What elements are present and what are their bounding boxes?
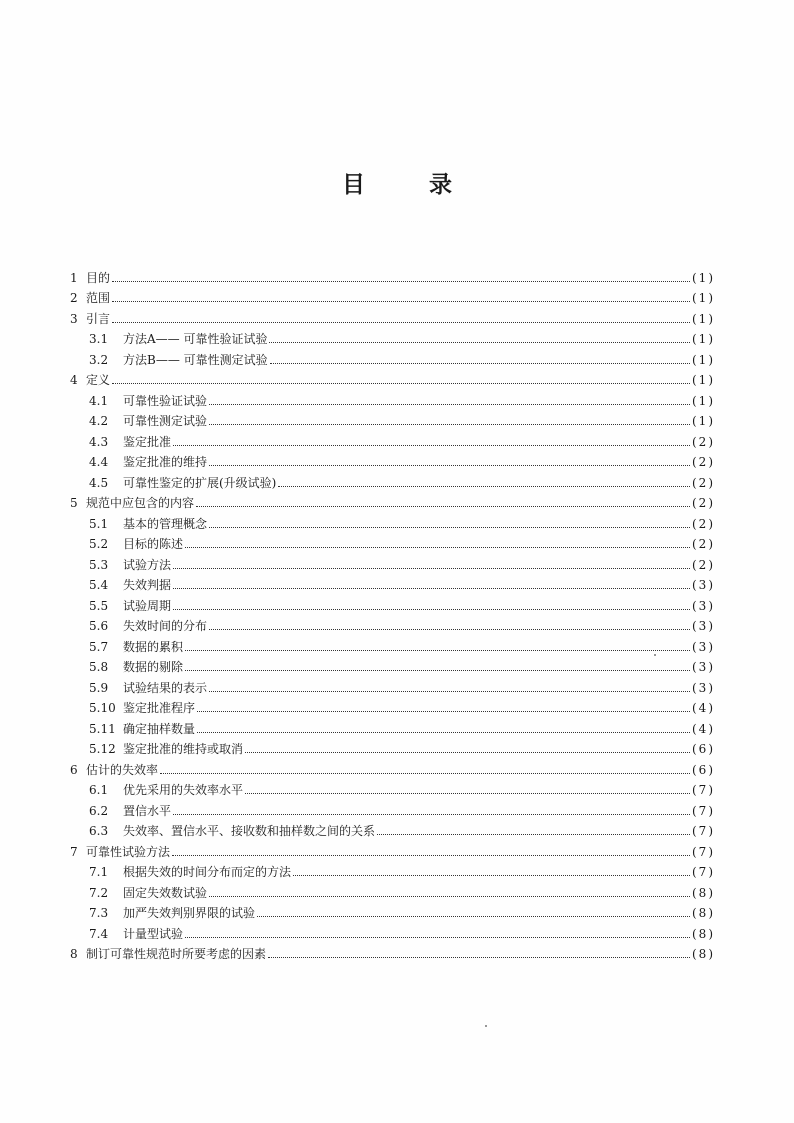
toc-entry-title: 置信水平 [123,803,172,818]
toc-entry-title: 失效判据 [123,578,172,592]
dot-leader [173,599,690,610]
toc-entry[interactable] [70,326,715,347]
toc-entry-number: 4.1 [89,393,109,408]
toc-entry[interactable] [70,346,715,367]
dot-leader [196,496,690,507]
toc-entry-page: (2) [692,475,715,490]
toc-entry-page: (2) [692,434,715,449]
dot-leader [209,455,690,466]
toc-entry-page: (7) [692,865,715,879]
toc-entry[interactable] [70,613,715,634]
toc-entry[interactable] [70,531,715,552]
toc-entry[interactable] [70,654,715,675]
dot-leader [269,332,690,343]
toc-entry-title: 基本的管理概念 [123,516,208,531]
toc-entry-page: (1) [692,311,715,326]
dot-leader [160,763,690,774]
toc-entry-number: 7.1 [89,865,109,879]
toc-entry-title: 方法B—— 可靠性测定试验 [123,352,268,367]
dot-leader [245,742,690,753]
toc-entry[interactable] [70,859,715,880]
toc-entry-page: (7) [692,783,715,797]
dot-leader [245,783,690,794]
toc-entry-number: 1 [70,270,78,285]
toc-entry-title: 范围 [86,291,111,305]
toc-entry-title: 失效时间的分布 [123,619,208,633]
toc-entry-title: 固定失效数试验 [123,885,208,900]
toc-entry[interactable] [70,695,715,716]
toc-entry[interactable] [70,756,715,777]
toc-entry[interactable] [70,818,715,839]
toc-entry[interactable] [70,674,715,695]
toc-entry-title: 计量型试验 [123,926,184,941]
toc-entry-page: (8) [692,947,715,961]
toc-entry-title: 目标的陈述 [123,537,184,551]
toc-entry[interactable] [70,879,715,900]
toc-entry-title: 鉴定批准 [123,434,172,449]
toc-entry-page: (2) [692,537,715,551]
toc-entry-number: 4.4 [89,455,109,469]
toc-entry-number: 2 [70,291,78,305]
toc-entry-page: (3) [692,680,715,695]
toc-entry-number: 3.1 [89,332,109,346]
page-title [0,166,794,199]
toc-entry[interactable] [70,941,715,962]
toc-entry[interactable] [70,305,715,326]
toc-entry-number: 4.2 [89,414,109,428]
toc-entry[interactable] [70,633,715,654]
dot-leader [270,353,690,364]
toc-entry-page: (1) [692,352,715,367]
toc-entry[interactable] [70,572,715,593]
toc-entry[interactable] [70,715,715,736]
toc-entry-number: 5.10 [89,701,116,715]
toc-entry-page: (3) [692,578,715,592]
toc-entry[interactable] [70,264,715,285]
table-of-contents [70,264,715,961]
dot-leader [197,701,690,712]
toc-entry-title: 数据的剔除 [123,660,184,674]
toc-entry[interactable] [70,387,715,408]
scan-speck [654,654,656,656]
toc-entry-number: 7.4 [89,926,109,941]
toc-entry[interactable] [70,592,715,613]
toc-entry[interactable] [70,428,715,449]
toc-entry-number: 7.3 [89,906,109,920]
toc-entry[interactable] [70,920,715,941]
dot-leader [209,394,690,405]
toc-entry-number: 6 [70,762,78,777]
toc-entry-page: (2) [692,557,715,572]
toc-entry[interactable] [70,469,715,490]
toc-entry-page: (7) [692,844,715,859]
toc-entry-title: 确定抽样数量 [123,721,196,736]
dot-leader [112,271,690,282]
toc-entry-number: 5.8 [89,660,109,674]
toc-entry-page: (7) [692,803,715,818]
toc-entry-title: 可靠性鉴定的扩展(升级试验) [123,475,277,490]
toc-entry-title: 鉴定批准的维持或取消 [123,742,244,756]
toc-entry-title: 目的 [86,270,111,285]
dot-leader [278,476,690,487]
toc-entry-title: 加严失效判别界限的试验 [123,906,256,920]
dot-leader [377,824,690,835]
toc-entry-number: 6.1 [89,783,109,797]
toc-entry-number: 5.3 [89,557,109,572]
toc-entry-number: 3 [70,311,78,326]
toc-entry-number: 5.7 [89,639,109,654]
dot-leader [268,947,690,958]
dot-leader [112,291,690,302]
toc-entry-page: (3) [692,639,715,654]
toc-entry-title: 鉴定批准程序 [123,701,196,715]
toc-entry-title: 试验结果的表示 [123,680,208,695]
toc-entry-page: (8) [692,885,715,900]
toc-entry[interactable] [70,736,715,757]
toc-entry[interactable] [70,551,715,572]
dot-leader [257,906,690,917]
toc-entry-page: (3) [692,598,715,613]
title-char-2: 录 [429,172,452,198]
dot-leader [172,845,690,856]
toc-entry-title: 优先采用的失效率水平 [123,783,244,797]
toc-entry-page: (2) [692,496,715,510]
toc-entry[interactable] [70,490,715,511]
toc-entry-number: 4 [70,373,78,387]
toc-entry[interactable] [70,449,715,470]
toc-entry-number: 5.1 [89,516,109,531]
toc-entry-page: (7) [692,824,715,838]
toc-entry-page: (3) [692,619,715,633]
toc-entry-number: 7.2 [89,885,109,900]
toc-entry[interactable] [70,408,715,429]
toc-entry[interactable] [70,797,715,818]
dot-leader [293,865,690,876]
dot-leader [197,722,690,733]
toc-entry-title: 可靠性验证试验 [123,393,208,408]
dot-leader [185,927,690,938]
toc-entry-number: 5.6 [89,619,109,633]
dot-leader [209,517,690,528]
toc-entry-page: (1) [692,414,715,428]
toc-entry-number: 5.4 [89,578,109,592]
toc-entry-title: 方法A—— 可靠性验证试验 [123,332,268,346]
dot-leader [185,640,690,651]
dot-leader [173,578,690,589]
toc-entry[interactable] [70,900,715,921]
dot-leader [185,660,690,671]
toc-entry-number: 6.2 [89,803,109,818]
dot-leader [209,886,690,897]
toc-entry-title: 制订可靠性规范时所要考虑的因素 [86,947,267,961]
toc-entry[interactable] [70,367,715,388]
dot-leader [173,804,690,815]
toc-entry-number: 5.11 [89,721,116,736]
toc-entry[interactable] [70,777,715,798]
toc-entry-number: 5.5 [89,598,109,613]
toc-entry-page: (6) [692,742,715,756]
toc-entry-number: 4.5 [89,475,109,490]
dot-leader [112,312,690,323]
toc-entry-page: (6) [692,762,715,777]
toc-entry-title: 定义 [86,373,111,387]
toc-entry-page: (1) [692,270,715,285]
toc-entry-page: (2) [692,516,715,531]
toc-entry-title: 根据失效的时间分布而定的方法 [123,865,292,879]
toc-entry-title: 规范中应包含的内容 [86,496,195,510]
toc-entry-title: 可靠性试验方法 [86,844,171,859]
toc-entry-page: (1) [692,393,715,408]
toc-entry-page: (4) [692,701,715,715]
toc-entry-page: (8) [692,906,715,920]
toc-entry-number: 5 [70,496,78,510]
toc-entry-page: (8) [692,926,715,941]
toc-entry-page: (2) [692,455,715,469]
toc-entry-title: 试验周期 [123,598,172,613]
toc-entry-title: 可靠性测定试验 [123,414,208,428]
toc-entry-page: (1) [692,373,715,387]
toc-entry-number: 7 [70,844,78,859]
dot-leader [209,414,690,425]
toc-entry-title: 估计的失效率 [86,762,159,777]
toc-entry-title: 试验方法 [123,557,172,572]
toc-entry-number: 3.2 [89,352,109,367]
toc-entry-number: 5.2 [89,537,109,551]
toc-entry-number: 6.3 [89,824,109,838]
toc-entry[interactable] [70,285,715,306]
toc-entry-number: 8 [70,947,78,961]
dot-leader [173,435,690,446]
dot-leader [209,619,690,630]
toc-entry-number: 5.12 [89,742,116,756]
dot-leader [173,558,690,569]
toc-entry-title: 引言 [86,311,111,326]
toc-entry-title: 数据的累积 [123,639,184,654]
toc-entry-page: (3) [692,660,715,674]
toc-entry-title: 失效率、置信水平、接收数和抽样数之间的关系 [123,824,376,838]
scan-speck [485,1025,487,1027]
toc-entry[interactable] [70,838,715,859]
toc-entry-page: (1) [692,332,715,346]
toc-entry-number: 4.3 [89,434,109,449]
toc-entry-page: (1) [692,291,715,305]
toc-entry-page: (4) [692,721,715,736]
dot-leader [185,537,690,548]
toc-entry-number: 5.9 [89,680,109,695]
dot-leader [112,373,690,384]
toc-entry[interactable] [70,510,715,531]
dot-leader [209,681,690,692]
title-char-1: 目 [342,172,365,198]
toc-entry-title: 鉴定批准的维持 [123,455,208,469]
